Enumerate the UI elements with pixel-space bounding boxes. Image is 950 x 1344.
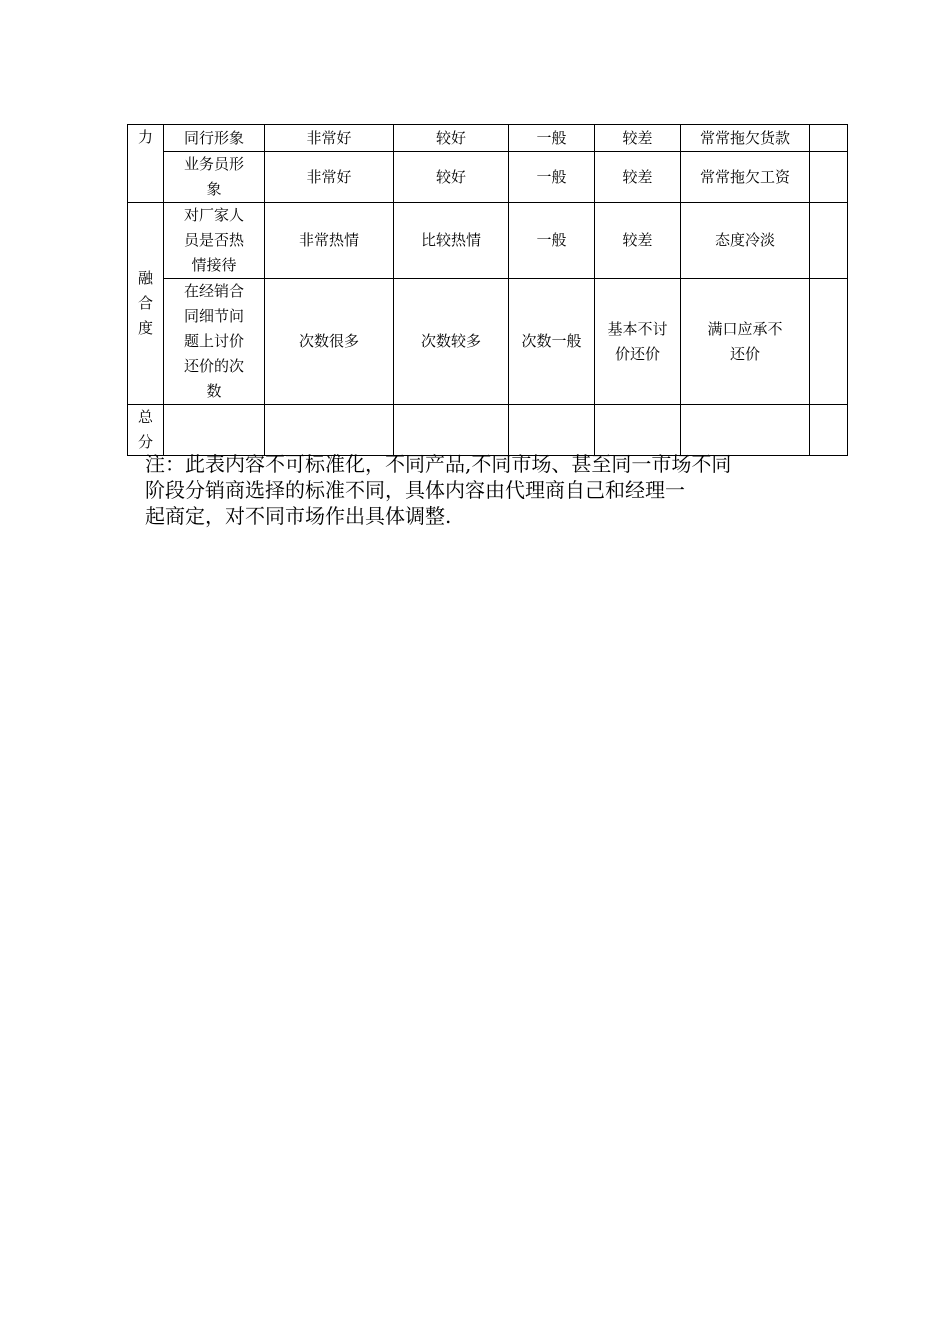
table-row [128,125,848,152]
level-cell: 比较热情 [394,203,509,279]
item-cell [164,405,265,456]
level-cell: 次数很多 [265,279,394,405]
level-cell [265,405,394,456]
table-row [128,203,848,279]
score-cell [810,279,848,405]
category-label: 融合度 [138,269,154,337]
level-cell: 非常好 [265,152,394,203]
level-cell: 次数一般 [509,279,595,405]
table-row [128,152,848,203]
item-cell [164,125,265,152]
level-cell: 一般 [509,125,595,152]
table-row [128,405,848,456]
level-cell: 较差 [595,152,681,203]
item-cell [164,279,265,405]
dealer-evaluation-table [127,124,848,456]
level-cell: 一般 [509,203,595,279]
note-line-2: 阶段分销商选择的标准不同，具体内容由代理商自己和经理一 [145,478,685,502]
item-cell [164,203,265,279]
item-label: 在经销合同细节问题上讨价还价的次数 [183,282,244,400]
category-cell [128,203,164,405]
note-line-1: 注：此表内容不可标准化，不同产品,不同市场、甚至同一市场不同 [145,452,732,476]
level-cell: 较差 [595,203,681,279]
item-cell [164,152,265,203]
level-cell: 非常好 [265,125,394,152]
score-cell [810,152,848,203]
level-cell [394,405,509,456]
item-label: 对厂家人员是否热情接待 [183,206,244,274]
table-row [128,279,848,405]
level-cell: 次数较多 [394,279,509,405]
table-note [145,451,825,529]
item-label: 同行形象 [183,128,244,147]
score-cell [810,405,848,456]
level-cell [595,279,681,405]
category-label: 力 [138,128,154,146]
item-label: 业务员形象 [183,155,244,198]
level-label: 满口应承不还价 [707,319,783,363]
level-label: 基本不讨价还价 [607,319,668,363]
level-cell: 态度冷淡 [681,203,810,279]
level-cell [681,279,810,405]
level-cell [595,405,681,456]
level-cell: 常常拖欠货款 [681,125,810,152]
note-line-3: 起商定，对不同市场作出具体调整. [145,504,452,528]
score-cell [810,125,848,152]
level-cell: 一般 [509,152,595,203]
category-label: 总分 [138,408,154,451]
category-cell [128,405,164,456]
level-cell: 较好 [394,125,509,152]
level-cell: 非常热情 [265,203,394,279]
level-cell [509,405,595,456]
category-cell [128,125,164,203]
level-cell: 较好 [394,152,509,203]
level-cell: 常常拖欠工资 [681,152,810,203]
level-cell: 较差 [595,125,681,152]
score-cell [810,203,848,279]
level-cell [681,405,810,456]
